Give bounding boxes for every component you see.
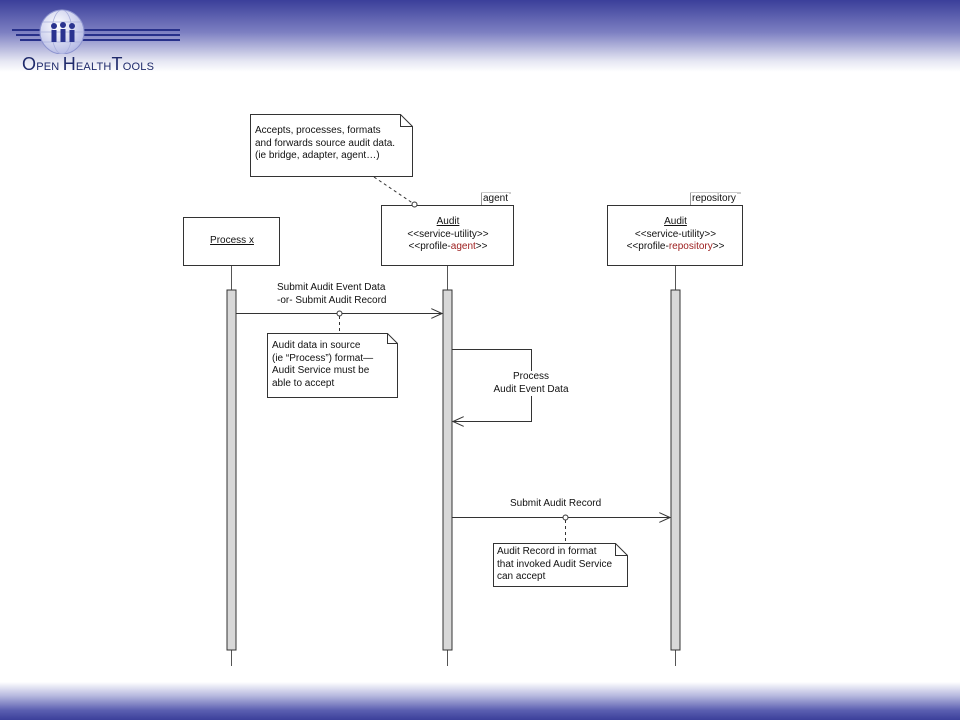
process-activation [227,290,236,650]
agent-lifeline-label: Audit <<service-utility>> <<profile-agent>> [407,216,489,252]
process-lifeline-label: Process x [210,235,254,246]
submit-record-message-label: Submit Audit Record [510,498,602,509]
repository-lifeline-label: Audit <<service-utility>> <<profile-repository>> [626,216,725,252]
repository-tag-label: repository [692,193,736,204]
source-note-text: Audit data in source (ie “Process”) format— Audit Service must be able to accept [272,340,374,389]
agent-note-connector [374,177,414,204]
agent-activation [443,290,452,650]
record-note-text: Audit Record in format that invoked Audit Service can accept [497,546,613,582]
process-self-message-label: Process Audit Event Data [489,371,573,396]
agent-tag-label: agent [483,193,509,204]
agent-note-text: Accepts, processes, formats and forwards source audit data. (ie bridge, adapter, agent…) [255,125,396,161]
logo-wordmark: OPEN HEALTHTOOLS [22,54,155,74]
submit-event-message-label: Submit Audit Event Data -or- Submit Audit Record [277,282,387,306]
repository-activation [671,290,680,650]
